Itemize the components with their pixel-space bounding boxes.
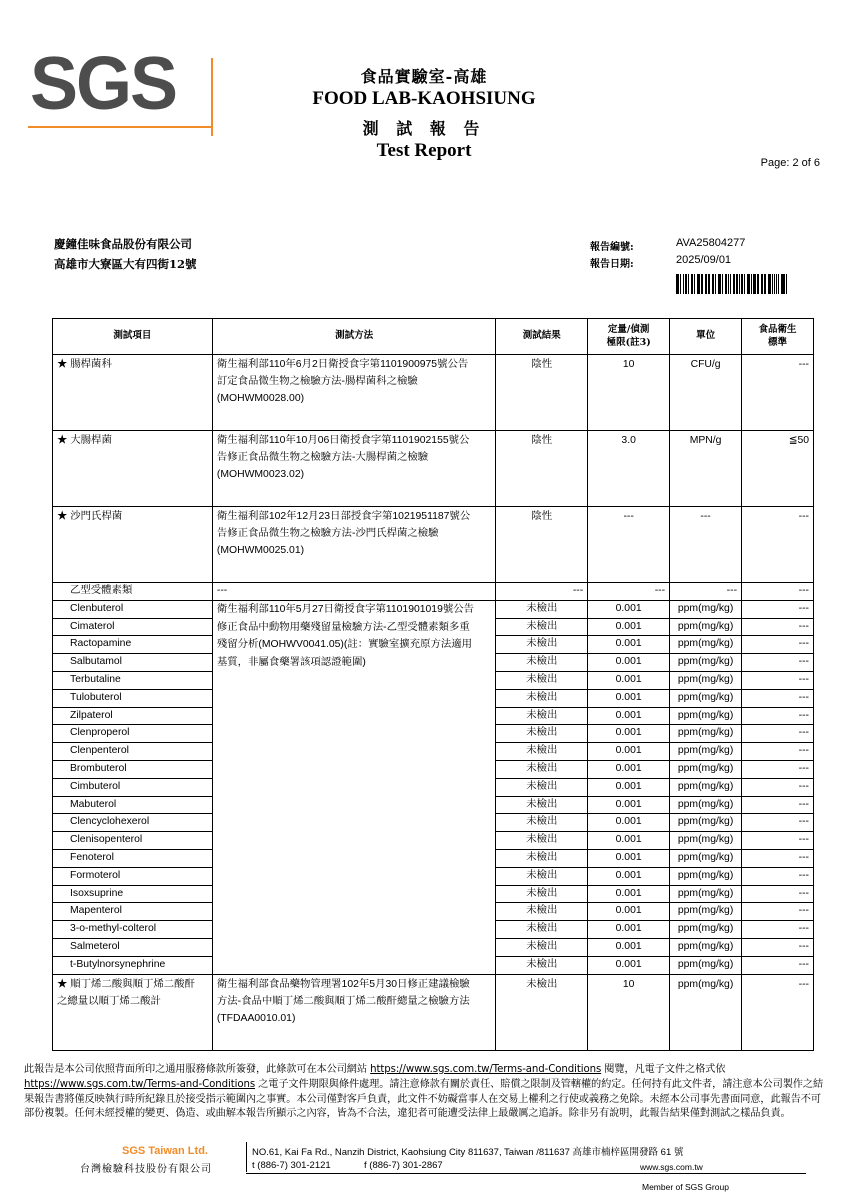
text-line: 基質，非屬食藥署該項認證範圍) — [216, 657, 366, 669]
barcode-bar — [701, 274, 703, 294]
barcode-bar — [744, 274, 745, 294]
sub-unit: ppm(mg/kg) — [670, 814, 742, 832]
sub-limit: 0.001 — [588, 885, 670, 903]
sub-item: Clencyclohexerol — [53, 814, 213, 832]
text-line: 衛生福利部102年12月23日部授食字第1021951187號公 — [216, 511, 471, 522]
report-title-en: Test Report — [376, 140, 472, 161]
barcode-bar — [713, 274, 714, 294]
sub-unit: ppm(mg/kg) — [670, 849, 742, 867]
barcode-bar — [736, 274, 738, 294]
header-method: 測試方法 — [212, 319, 496, 355]
sub-unit: ppm(mg/kg) — [670, 743, 742, 761]
test-method — [212, 507, 496, 583]
sub-result: 未檢出 — [496, 832, 588, 850]
test-item — [53, 974, 213, 1050]
sub-standard: --- — [742, 689, 814, 707]
sub-unit: ppm(mg/kg) — [670, 600, 742, 618]
barcode — [676, 274, 794, 294]
sub-standard: --- — [742, 867, 814, 885]
report-date: 2025/09/01 — [676, 254, 732, 266]
table-row — [53, 583, 814, 601]
sub-unit: ppm(mg/kg) — [670, 885, 742, 903]
sub-limit: 0.001 — [588, 921, 670, 939]
sub-limit: 0.001 — [588, 867, 670, 885]
sub-result: 未檢出 — [496, 689, 588, 707]
sub-result: 未檢出 — [496, 600, 588, 618]
sub-unit: ppm(mg/kg) — [670, 760, 742, 778]
sub-standard: --- — [742, 849, 814, 867]
test-method — [212, 355, 496, 431]
sub-limit: 0.001 — [588, 778, 670, 796]
sub-unit: ppm(mg/kg) — [670, 956, 742, 974]
table-row — [53, 355, 814, 431]
sub-limit: 0.001 — [588, 832, 670, 850]
test-standard: ≦50 — [742, 431, 814, 507]
page-number: Page: 2 of 6 — [760, 157, 820, 169]
sub-result: 未檢出 — [496, 760, 588, 778]
sub-item: Clenproperol — [53, 725, 213, 743]
sub-unit: ppm(mg/kg) — [670, 636, 742, 654]
sub-item: Cimaterol — [53, 618, 213, 636]
text-line: (MOHWM0028.00) — [216, 393, 305, 404]
sub-result: 未檢出 — [496, 849, 588, 867]
client-name: 慶鐘佳味食品股份有限公司 — [54, 237, 192, 251]
text-line: ★ 順丁烯二酸與順丁烯二酸酐 — [57, 978, 195, 990]
test-result: 陰性 — [496, 355, 588, 431]
table-row — [53, 507, 814, 583]
barcode-bar — [694, 274, 696, 294]
group-item: 乙型受體素類 — [53, 583, 213, 601]
barcode-bar — [776, 274, 778, 294]
barcode-bar — [772, 274, 773, 294]
sub-result: 未檢出 — [496, 743, 588, 761]
sub-unit: ppm(mg/kg) — [670, 671, 742, 689]
sub-standard: --- — [742, 921, 814, 939]
header-item: 測試項目 — [53, 319, 213, 355]
text-line: 衛生福利部110年10月06日衛授食字第1101902155號公 — [216, 435, 470, 446]
test-result: 陰性 — [496, 431, 588, 507]
test-result: 陰性 — [496, 507, 588, 583]
company-name-cn: 台灣檢驗科技股份有限公司 — [80, 1164, 212, 1175]
sub-limit: 0.001 — [588, 671, 670, 689]
text-line: 衛生福利部110年6月2日衛授食字第1101900975號公告 — [216, 359, 469, 370]
sub-unit: ppm(mg/kg) — [670, 903, 742, 921]
report-number-label: 報告編號: — [590, 242, 634, 253]
sub-item: Mapenterol — [53, 903, 213, 921]
footer-divider — [246, 1142, 247, 1172]
sub-unit: ppm(mg/kg) — [670, 867, 742, 885]
header-limit — [588, 319, 670, 355]
test-unit: MPN/g — [670, 431, 742, 507]
barcode-bar — [730, 274, 732, 294]
test-item: ★ 大腸桿菌 — [53, 431, 213, 507]
sub-standard: --- — [742, 885, 814, 903]
barcode-bar — [764, 274, 766, 294]
sub-unit: ppm(mg/kg) — [670, 725, 742, 743]
disclaimer-part2: 閱覽，凡電子文件之格式依 — [601, 1064, 726, 1075]
member-of-sgs: Member of SGS Group — [642, 1182, 729, 1192]
barcode-bar — [778, 274, 779, 294]
sub-item: Clenisopenterol — [53, 832, 213, 850]
test-limit: 10 — [588, 974, 670, 1050]
sub-unit: ppm(mg/kg) — [670, 707, 742, 725]
header-standard — [742, 319, 814, 355]
terms-link-1[interactable]: https://www.sgs.com.tw/Terms-and-Conditions — [370, 1064, 602, 1075]
barcode-bar — [786, 274, 788, 294]
barcode-bar — [741, 274, 743, 294]
barcode-bar — [734, 274, 735, 294]
sub-standard: --- — [742, 938, 814, 956]
report-date-label: 報告日期: — [590, 259, 634, 270]
sub-result: 未檢出 — [496, 654, 588, 672]
sub-result: 未檢出 — [496, 903, 588, 921]
sub-item: 3-o-methyl-colterol — [53, 921, 213, 939]
text-line: 殘留分析(MOHWV0041.05)(註：實驗室擴充原方法適用 — [216, 639, 473, 651]
table-header-row — [53, 319, 814, 355]
sub-unit: ppm(mg/kg) — [670, 832, 742, 850]
barcode-bar — [769, 274, 771, 294]
sub-unit: ppm(mg/kg) — [670, 618, 742, 636]
company-name-en: SGS Taiwan Ltd. — [122, 1145, 208, 1157]
disclaimer-part1: 此報告是本公司依照背面所印之通用服務條款所簽發，此條款可在本公司網站 — [24, 1064, 371, 1075]
barcode-bar — [699, 274, 700, 294]
group-method: --- — [212, 583, 496, 601]
sub-unit: ppm(mg/kg) — [670, 921, 742, 939]
table-row — [53, 600, 814, 618]
sub-limit: 0.001 — [588, 618, 670, 636]
text-line: 訂定食品微生物之檢驗方法-腸桿菌科之檢驗 — [216, 376, 418, 387]
barcode-bar — [680, 274, 681, 294]
sub-standard: --- — [742, 778, 814, 796]
sub-limit: 0.001 — [588, 707, 670, 725]
sub-result: 未檢出 — [496, 956, 588, 974]
sub-standard: --- — [742, 725, 814, 743]
barcode-bar — [688, 274, 689, 294]
sub-item: t-Butylnorsynephrine — [53, 956, 213, 974]
barcode-bar — [751, 274, 752, 294]
text-line: 衛生福利部110年5月27日衛授食字第1101901019號公告 — [216, 603, 475, 615]
sub-unit: ppm(mg/kg) — [670, 938, 742, 956]
sub-result: 未檢出 — [496, 814, 588, 832]
footer-hline — [246, 1173, 806, 1174]
sub-item: Brombuterol — [53, 760, 213, 778]
sub-standard: --- — [742, 814, 814, 832]
sub-item: Clenbuterol — [53, 600, 213, 618]
text-line: 方法-食品中順丁烯二酸與順丁烯二酸酐總量之檢驗方法 — [216, 995, 470, 1007]
sub-limit: 0.001 — [588, 938, 670, 956]
company-address: NO.61, Kai Fa Rd., Nanzih District, Kaohsiung City 811637, Taiwan /811637 高雄市楠梓區開發路 61 號 — [252, 1147, 684, 1158]
sub-limit: 0.001 — [588, 743, 670, 761]
barcode-bar — [762, 274, 763, 294]
test-method — [212, 974, 496, 1050]
terms-link-2[interactable]: https://www.sgs.com.tw/Terms-and-Conditions — [24, 1078, 256, 1090]
sub-result: 未檢出 — [496, 921, 588, 939]
sub-standard: --- — [742, 832, 814, 850]
sub-result: 未檢出 — [496, 867, 588, 885]
sub-unit: ppm(mg/kg) — [670, 654, 742, 672]
group-limit: --- — [588, 583, 670, 601]
sub-result: 未檢出 — [496, 885, 588, 903]
sub-item: Terbutaline — [53, 671, 213, 689]
sub-item: Isoxsuprine — [53, 885, 213, 903]
sub-result: 未檢出 — [496, 725, 588, 743]
text-line: 修正食品中動物用藥殘留量檢驗方法-乙型受體素類多重 — [216, 621, 470, 633]
sub-standard: --- — [742, 636, 814, 654]
test-item: ★ 沙門氏桿菌 — [53, 507, 213, 583]
barcode-bar — [678, 274, 679, 294]
test-unit: ppm(mg/kg) — [670, 974, 742, 1050]
company-tel: t (886-7) 301-2121 — [252, 1160, 331, 1171]
sub-limit: 0.001 — [588, 654, 670, 672]
header-limit-line2: 極限(註3) — [606, 336, 651, 348]
text-line: 衛生福利部食品藥物管理署102年5月30日修正建議檢驗 — [216, 978, 470, 990]
test-standard: --- — [742, 507, 814, 583]
group-result: --- — [496, 583, 588, 601]
sub-standard: --- — [742, 707, 814, 725]
test-method — [212, 431, 496, 507]
sub-result: 未檢出 — [496, 938, 588, 956]
text-line: 告修正食品微生物之檢驗方法-大腸桿菌之檢驗 — [216, 452, 429, 463]
results-table — [52, 318, 814, 1051]
sub-method — [212, 600, 496, 974]
sub-standard: --- — [742, 671, 814, 689]
sub-item: Formoterol — [53, 867, 213, 885]
company-website[interactable]: www.sgs.com.tw — [640, 1162, 703, 1172]
sub-standard: --- — [742, 796, 814, 814]
test-standard: --- — [742, 355, 814, 431]
logo-text: SGS — [30, 42, 177, 126]
footer-disclaimer — [24, 1063, 830, 1122]
report-title-cn: 測 試 報 告 — [362, 119, 486, 138]
sub-result: 未檢出 — [496, 796, 588, 814]
disclaimer-part3: 之電子文件期限與條件處理。請注意條款有關於責任、賠償之限制及管轄權的約定。任何持有此文件者，請注意本公司製作之結果報告書將僅反映執行時所紀錄且於接受指示範圍內之事實。本公司僅對客戶負責，此文件不妨礙當事人在交易上權利之行使或義務之免除。未經本公司事先書面同意，此報告不可部份複製。任何未經授權的變更、偽造、或曲解本報告所顯示之內容，皆為不合法，違犯者可能遭受法律上最嚴厲之追訴。除非另有說明，此報告結果僅對測試之樣品負責。 — [24, 1078, 824, 1120]
lab-name-en: FOOD LAB-KAOHSIUNG — [312, 88, 536, 109]
test-unit: CFU/g — [670, 355, 742, 431]
barcode-bar — [692, 274, 693, 294]
sub-limit: 0.001 — [588, 725, 670, 743]
test-limit: 3.0 — [588, 431, 670, 507]
sub-item: Fenoterol — [53, 849, 213, 867]
sub-item: Cimbuterol — [53, 778, 213, 796]
test-standard: --- — [742, 974, 814, 1050]
barcode-bar — [754, 274, 756, 294]
sub-item: Zilpaterol — [53, 707, 213, 725]
sub-item: Salmeterol — [53, 938, 213, 956]
text-line: (MOHWM0025.01) — [216, 545, 305, 556]
sub-standard: --- — [742, 956, 814, 974]
sub-result: 未檢出 — [496, 671, 588, 689]
sub-limit: 0.001 — [588, 600, 670, 618]
sub-standard: --- — [742, 743, 814, 761]
sub-limit: 0.001 — [588, 760, 670, 778]
sub-item: Mabuterol — [53, 796, 213, 814]
group-unit: --- — [670, 583, 742, 601]
barcode-bar — [708, 274, 710, 294]
test-item: ★ 腸桿菌科 — [53, 355, 213, 431]
sub-standard: --- — [742, 600, 814, 618]
text-line: 之總量以順丁烯二酸計 — [57, 995, 161, 1007]
sub-item: Clenpenterol — [53, 743, 213, 761]
sub-result: 未檢出 — [496, 618, 588, 636]
sub-limit: 0.001 — [588, 849, 670, 867]
barcode-bar — [706, 274, 707, 294]
table-row — [53, 974, 814, 1050]
test-limit: --- — [588, 507, 670, 583]
barcode-bar — [782, 274, 784, 294]
sub-result: 未檢出 — [496, 778, 588, 796]
test-result: 未檢出 — [496, 974, 588, 1050]
sub-item: Tulobuterol — [53, 689, 213, 707]
table-row — [53, 431, 814, 507]
barcode-bar — [715, 274, 717, 294]
header-standard-line1: 食品衛生 — [758, 323, 797, 335]
sub-limit: 0.001 — [588, 814, 670, 832]
test-unit: --- — [670, 507, 742, 583]
header-limit-line1: 定量/偵測 — [607, 323, 650, 335]
report-number: AVA25804277 — [676, 237, 746, 249]
company-fax: f (886-7) 301-2867 — [364, 1160, 443, 1171]
sub-item: Salbutamol — [53, 654, 213, 672]
barcode-bar — [757, 274, 759, 294]
lab-name-cn: 食品實驗室-高雄 — [360, 67, 488, 86]
sub-standard: --- — [742, 618, 814, 636]
sub-unit: ppm(mg/kg) — [670, 796, 742, 814]
barcode-bar — [748, 274, 750, 294]
sub-limit: 0.001 — [588, 903, 670, 921]
text-line: 告修正食品微生物之檢驗方法-沙門氏桿菌之檢驗 — [216, 528, 439, 539]
header-result: 測試結果 — [496, 319, 588, 355]
sub-unit: ppm(mg/kg) — [670, 689, 742, 707]
sub-standard: --- — [742, 903, 814, 921]
sub-limit: 0.001 — [588, 689, 670, 707]
group-standard: --- — [742, 583, 814, 601]
client-address: 高雄市大寮區大有四街12號 — [54, 257, 197, 271]
sub-unit: ppm(mg/kg) — [670, 778, 742, 796]
barcode-bar — [720, 274, 721, 294]
text-line: (MOHWM0023.02) — [216, 469, 305, 480]
sub-standard: --- — [742, 654, 814, 672]
sub-standard: --- — [742, 760, 814, 778]
barcode-bar — [685, 274, 687, 294]
sub-result: 未檢出 — [496, 636, 588, 654]
barcode-bar — [728, 274, 729, 294]
sub-result: 未檢出 — [496, 707, 588, 725]
sub-limit: 0.001 — [588, 636, 670, 654]
sub-item: Ractopamine — [53, 636, 213, 654]
test-limit: 10 — [588, 355, 670, 431]
barcode-bar — [722, 274, 723, 294]
header-standard-line2: 標準 — [768, 336, 788, 348]
sub-limit: 0.001 — [588, 956, 670, 974]
header-unit: 單位 — [670, 319, 742, 355]
text-line: (TFDAA0010.01) — [216, 1012, 296, 1024]
sub-limit: 0.001 — [588, 796, 670, 814]
